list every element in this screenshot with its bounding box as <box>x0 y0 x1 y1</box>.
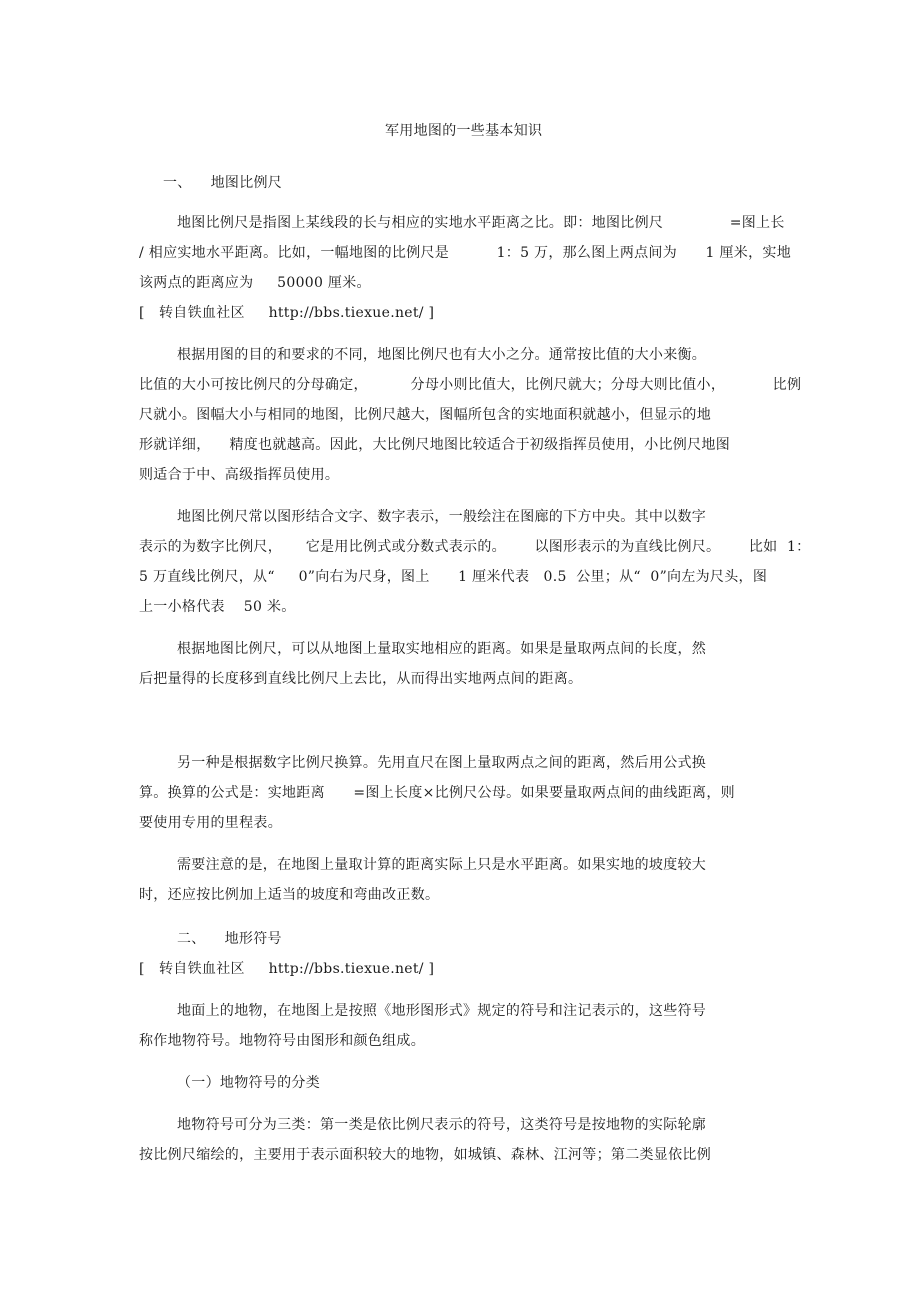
paragraph-line: 地面上的地物，在地图上是按照《地形图形式》规定的符号和注记表示的，这些符号 <box>177 1003 707 1019</box>
paragraph-line: 根据地图比例尺，可以从地图上量取实地相应的距离。如果是量取两点间的长度，然 <box>177 641 707 657</box>
paragraph-line: 5 万直线比例尺，从“ 0”向右为尺身，图上 1 厘米代表 0.5 公里；从“ 0”向左为尺头，图 <box>139 569 768 585</box>
paragraph-line: 地物符号可分为三类：第一类是依比例尺表示的符号，这类符号是按地物的实际轮廓 <box>177 1117 707 1133</box>
paragraph-line: 算。换算的公式是：实地距离 =图上长度×比例尺公母。如果要量取两点间的曲线距离，则 <box>139 785 735 801</box>
paragraph-line: 后把量得的长度移到直线比例尺上去比，从而得出实地两点间的距离。 <box>139 671 583 687</box>
section-heading-terrain-symbols: 二、 地形符号 <box>177 931 282 947</box>
paragraph-line: 尺就小。图幅大小与相同的地图，比例尺越大，图幅所包含的实地面积就越小，但显示的地 <box>139 407 711 423</box>
paragraph-line: 要使用专用的里程表。 <box>139 815 282 831</box>
paragraph-line: 该两点的距离应为 50000 厘米。 <box>139 275 371 291</box>
paragraph-line: 则适合于中、高级指挥员使用。 <box>139 467 340 483</box>
source-line: [ 转自铁血社区 http://bbs.tiexue.net/ ] <box>139 961 435 977</box>
paragraph-line: 另一种是根据数字比例尺换算。先用直尺在图上量取两点之间的距离，然后用公式换 <box>177 755 707 771</box>
paragraph-line: 比值的大小可按比例尺的分母确定， 分母小则比值大，比例尺就大；分母大则比值小， 比例 <box>139 377 802 393</box>
paragraph-line: 时，还应按比例加上适当的坡度和弯曲改正数。 <box>139 887 440 903</box>
paragraph-line: 根据用图的目的和要求的不同，地图比例尺也有大小之分。通常按比值的大小来衡。 <box>177 347 707 363</box>
page-title: 军用地图的一些基本知识 <box>385 123 543 139</box>
paragraph-line: 表示的为数字比例尺， 它是用比例式或分数式表示的。 以图形表示的为直线比例尺。 比如 1： <box>139 539 811 555</box>
paragraph-line: 形就详细， 精度也就越高。因此，大比例尺地图比较适合于初级指挥员使用，小比例尺地图 <box>139 437 730 453</box>
paragraph-line: 地图比例尺常以图形结合文字、数字表示，一般绘注在图廊的下方中央。其中以数字 <box>177 509 707 525</box>
paragraph-line: 需要注意的是，在地图上量取计算的距离实际上只是水平距离。如果实地的坡度较大 <box>177 857 707 873</box>
section-heading-scale: 一、 地图比例尺 <box>163 175 283 191</box>
paragraph-line: 地图比例尺是指图上某线段的长与相应的实地水平距离之比。即：地图比例尺 =图上长 <box>177 215 785 231</box>
source-line: [ 转自铁血社区 http://bbs.tiexue.net/ ] <box>139 305 435 321</box>
subheading-symbol-classification: （一）地物符号的分类 <box>177 1075 320 1091</box>
paragraph-line: 称作地物符号。地物符号由图形和颜色组成。 <box>139 1033 425 1049</box>
paragraph-line: / 相应实地水平距离。比如，一幅地图的比例尺是 1：5 万，那么图上两点间为 1 厘米，实地 <box>139 245 791 261</box>
paragraph-line: 上一小格代表 50 米。 <box>139 599 296 615</box>
paragraph-line: 按比例尺缩绘的，主要用于表示面积较大的地物，如城镇、森林、江河等；第二类显依比例 <box>139 1147 711 1163</box>
